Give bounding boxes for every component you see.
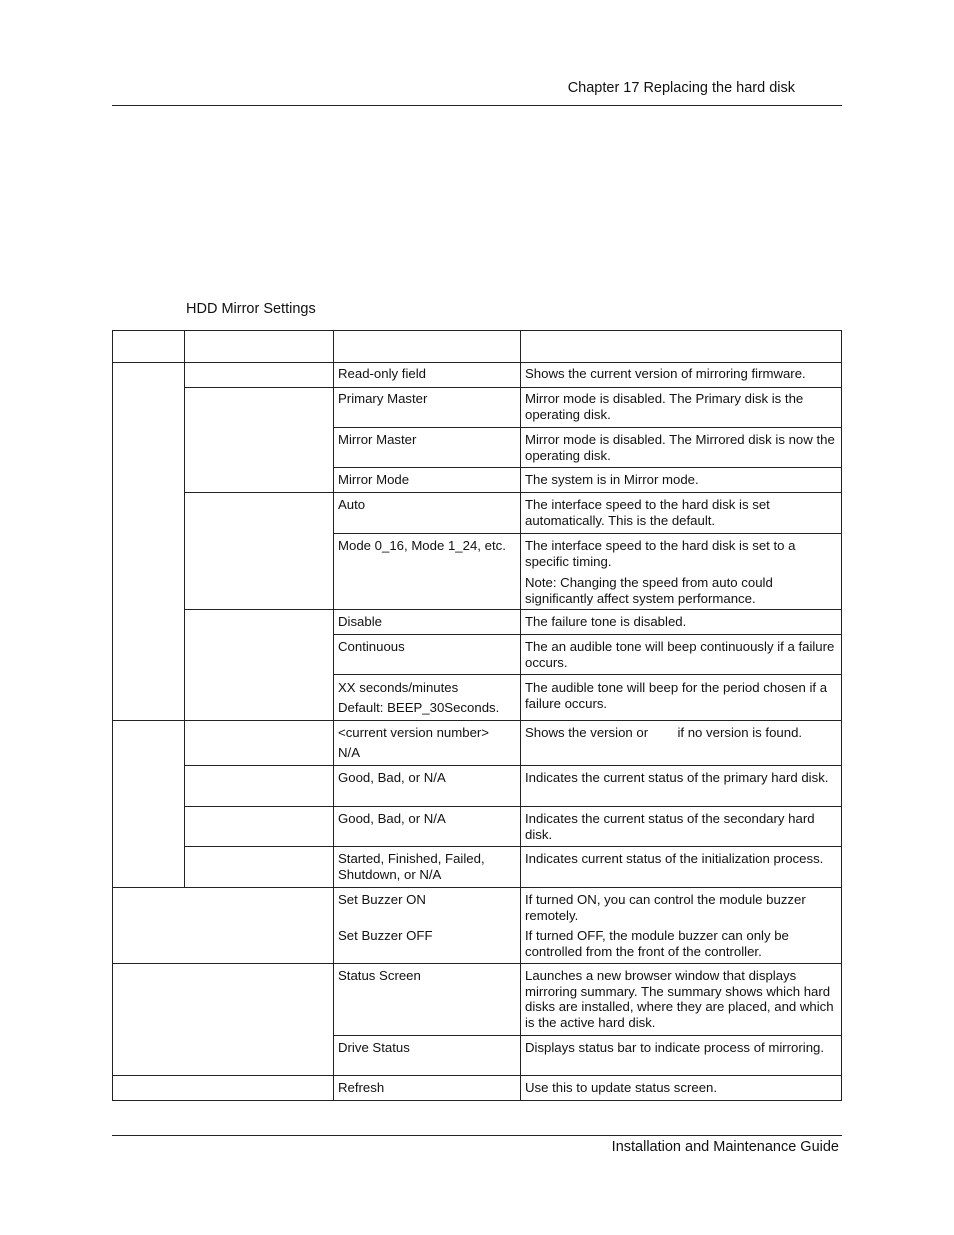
option-cell xyxy=(338,892,520,943)
note-text: Note: Changing the speed from auto could significantly affect system performance. xyxy=(525,575,773,606)
option-text: Set Buzzer ON xyxy=(338,892,426,907)
option-cell: Primary Master xyxy=(338,391,428,406)
option-cell: Auto xyxy=(338,497,366,512)
description-cell xyxy=(525,892,837,959)
description-cell: Mirror mode is disabled. The Primary disk is the operating disk. xyxy=(525,391,804,422)
option-alt-text: N/A xyxy=(338,744,360,760)
option-cell: Continuous xyxy=(338,639,405,654)
description-cell: Indicates the current status of the secondary hard disk. xyxy=(525,811,815,842)
description-cell: The audible tone will beep for the period chosen if a failure occurs. xyxy=(525,680,828,711)
description-cell: Shows the version or if no version is found. xyxy=(525,725,803,740)
option-cell: Drive Status xyxy=(338,1040,410,1055)
option-cell: Disable xyxy=(338,614,382,629)
description-text: If turned ON, you can control the module buzzer remotely. xyxy=(525,892,806,923)
description-cell: Use this to update status screen. xyxy=(525,1080,718,1095)
option-cell: Mirror Mode xyxy=(338,472,410,487)
running-footer: Installation and Maintenance Guide xyxy=(611,1139,839,1155)
description-cell: Indicates the current status of the primary hard disk. xyxy=(525,770,829,785)
option-cell xyxy=(338,680,520,715)
description-cell: The interface speed to the hard disk is set automatically. This is the default. xyxy=(525,497,770,528)
option-cell: Started, Finished, Failed, Shutdown, or N/A xyxy=(338,851,485,882)
description-cell: Mirror mode is disabled. The Mirrored disk is now the operating disk. xyxy=(525,432,835,463)
description-alt-text: If turned OFF, the module buzzer can only be controlled from the front of the controller. xyxy=(525,928,789,959)
option-cell: Mirror Master xyxy=(338,432,417,447)
running-header: Chapter 17 Replacing the hard disk xyxy=(567,80,795,96)
description-cell: The system is in Mirror mode. xyxy=(525,472,699,487)
description-cell: Launches a new browser window that displays mirroring summary. The summary shows which hard disks are installed, where they are placed, and which is the active hard disk. xyxy=(525,968,834,1030)
option-default-text: Default: BEEP_30Seconds. xyxy=(338,699,500,715)
description-cell: The failure tone is disabled. xyxy=(525,614,687,629)
option-cell: Mode 0_16, Mode 1_24, etc. xyxy=(338,538,506,553)
option-cell: Read-only field xyxy=(338,366,426,381)
description-cell: The an audible tone will beep continuously if a failure occurs. xyxy=(525,639,835,670)
description-text: The interface speed to the hard disk is set to a specific timing. xyxy=(525,538,796,569)
option-cell: Refresh xyxy=(338,1080,385,1095)
description-cell: Indicates current status of the initialization process. xyxy=(525,851,824,866)
option-cell: Good, Bad, or N/A xyxy=(338,770,446,785)
header-rule xyxy=(112,105,842,106)
hdd-mirror-settings-table xyxy=(112,330,842,1101)
option-text: <current version number> xyxy=(338,725,489,740)
option-alt-text: Set Buzzer OFF xyxy=(338,927,433,943)
option-cell xyxy=(338,725,520,760)
table-caption: HDD Mirror Settings xyxy=(186,301,316,317)
footer-rule xyxy=(112,1135,842,1136)
option-text: XX seconds/minutes xyxy=(338,680,459,695)
description-cell: Displays status bar to indicate process of mirroring. xyxy=(525,1040,825,1055)
description-cell: Shows the current version of mirroring firmware. xyxy=(525,366,806,381)
option-cell: Status Screen xyxy=(338,968,421,983)
description-cell xyxy=(525,538,837,606)
option-cell: Good, Bad, or N/A xyxy=(338,811,446,826)
